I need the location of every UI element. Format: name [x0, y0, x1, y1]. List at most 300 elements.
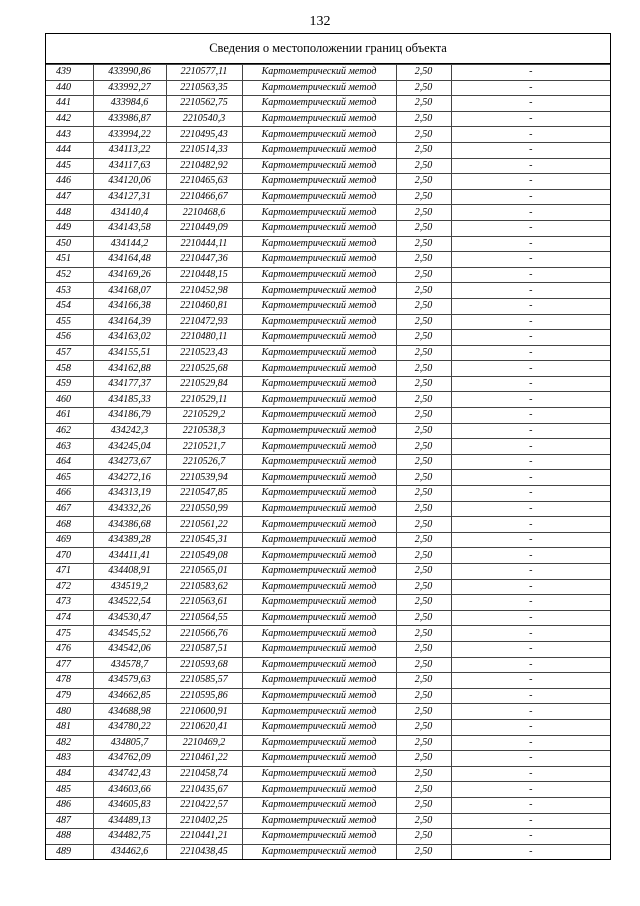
description-cell: -	[451, 595, 610, 611]
coord-x-cell: 434662,85	[93, 688, 166, 704]
coord-x-cell: 434386,68	[93, 517, 166, 533]
table-row	[46, 501, 610, 517]
table-row	[46, 361, 610, 377]
coord-x-cell: 434185,33	[93, 392, 166, 408]
method-cell: Картометрический метод	[242, 688, 396, 704]
coord-y-cell: 2210563,61	[166, 595, 242, 611]
coord-x-cell: 433990,86	[93, 65, 166, 81]
method-cell: Картометрический метод	[242, 766, 396, 782]
table-row	[46, 127, 610, 143]
point-number-cell: 480	[46, 704, 93, 720]
description-cell: -	[451, 298, 610, 314]
accuracy-cell: 2,50	[396, 361, 451, 377]
method-cell: Картометрический метод	[242, 174, 396, 190]
point-number-cell: 443	[46, 127, 93, 143]
description-cell: -	[451, 80, 610, 96]
method-cell: Картометрический метод	[242, 751, 396, 767]
coord-x-cell: 434688,98	[93, 704, 166, 720]
accuracy-cell: 2,50	[396, 844, 451, 859]
coord-y-cell: 2210495,43	[166, 127, 242, 143]
table-title: Сведения о местоположении границ объекта	[46, 34, 610, 64]
method-cell: Картометрический метод	[242, 626, 396, 642]
point-number-cell: 447	[46, 189, 93, 205]
coord-x-cell: 434168,07	[93, 283, 166, 299]
table-row	[46, 595, 610, 611]
coord-x-cell: 434579,63	[93, 673, 166, 689]
point-number-cell: 478	[46, 673, 93, 689]
coord-y-cell: 2210545,31	[166, 532, 242, 548]
point-number-cell: 465	[46, 470, 93, 486]
accuracy-cell: 2,50	[396, 610, 451, 626]
table-row	[46, 610, 610, 626]
description-cell: -	[451, 532, 610, 548]
coord-y-cell: 2210482,92	[166, 158, 242, 174]
coord-y-cell: 2210468,6	[166, 205, 242, 221]
point-number-cell: 458	[46, 361, 93, 377]
method-cell: Картометрический метод	[242, 470, 396, 486]
coord-y-cell: 2210595,86	[166, 688, 242, 704]
coord-x-cell: 434144,2	[93, 236, 166, 252]
description-cell: -	[451, 735, 610, 751]
accuracy-cell: 2,50	[396, 142, 451, 158]
method-cell: Картометрический метод	[242, 80, 396, 96]
table-row	[46, 189, 610, 205]
accuracy-cell: 2,50	[396, 704, 451, 720]
description-cell: -	[451, 813, 610, 829]
point-number-cell: 441	[46, 96, 93, 112]
accuracy-cell: 2,50	[396, 96, 451, 112]
description-cell: -	[451, 719, 610, 735]
accuracy-cell: 2,50	[396, 314, 451, 330]
point-number-cell: 454	[46, 298, 93, 314]
coord-x-cell: 434530,47	[93, 610, 166, 626]
coord-y-cell: 2210593,68	[166, 657, 242, 673]
method-cell: Картометрический метод	[242, 844, 396, 859]
method-cell: Картометрический метод	[242, 595, 396, 611]
coord-y-cell: 2210600,91	[166, 704, 242, 720]
coord-x-cell: 434313,19	[93, 486, 166, 502]
point-number-cell: 473	[46, 595, 93, 611]
table-row	[46, 704, 610, 720]
point-number-cell: 466	[46, 486, 93, 502]
description-cell: -	[451, 236, 610, 252]
table-row	[46, 174, 610, 190]
coord-x-cell: 434117,63	[93, 158, 166, 174]
point-number-cell: 459	[46, 376, 93, 392]
point-number-cell: 461	[46, 408, 93, 424]
method-cell: Картометрический метод	[242, 376, 396, 392]
method-cell: Картометрический метод	[242, 111, 396, 127]
coord-x-cell: 434742,43	[93, 766, 166, 782]
coord-x-cell: 434780,22	[93, 719, 166, 735]
table-row	[46, 392, 610, 408]
point-number-cell: 460	[46, 392, 93, 408]
point-number-cell: 468	[46, 517, 93, 533]
table-row	[46, 719, 610, 735]
description-cell: -	[451, 501, 610, 517]
coord-x-cell: 434522,54	[93, 595, 166, 611]
coord-y-cell: 2210562,75	[166, 96, 242, 112]
coord-x-cell: 434140,4	[93, 205, 166, 221]
method-cell: Картометрический метод	[242, 236, 396, 252]
description-cell: -	[451, 454, 610, 470]
point-number-cell: 485	[46, 782, 93, 798]
point-number-cell: 463	[46, 439, 93, 455]
accuracy-cell: 2,50	[396, 158, 451, 174]
coord-x-cell: 434542,06	[93, 641, 166, 657]
method-cell: Картометрический метод	[242, 361, 396, 377]
description-cell: -	[451, 127, 610, 143]
point-number-cell: 475	[46, 626, 93, 642]
coord-x-cell: 434143,58	[93, 220, 166, 236]
point-number-cell: 462	[46, 423, 93, 439]
method-cell: Картометрический метод	[242, 392, 396, 408]
description-cell: -	[451, 797, 610, 813]
description-cell: -	[451, 283, 610, 299]
description-cell: -	[451, 829, 610, 845]
coord-y-cell: 2210435,67	[166, 782, 242, 798]
table-row	[46, 376, 610, 392]
method-cell: Картометрический метод	[242, 408, 396, 424]
table-row	[46, 220, 610, 236]
coord-y-cell: 2210465,63	[166, 174, 242, 190]
coord-y-cell: 2210447,36	[166, 252, 242, 268]
description-cell: -	[451, 267, 610, 283]
table-row	[46, 548, 610, 564]
accuracy-cell: 2,50	[396, 298, 451, 314]
point-number-cell: 471	[46, 564, 93, 580]
method-cell: Картометрический метод	[242, 65, 396, 81]
accuracy-cell: 2,50	[396, 657, 451, 673]
method-cell: Картометрический метод	[242, 829, 396, 845]
description-cell: -	[451, 423, 610, 439]
accuracy-cell: 2,50	[396, 236, 451, 252]
description-cell: -	[451, 610, 610, 626]
description-cell: -	[451, 641, 610, 657]
coord-x-cell: 433994,22	[93, 127, 166, 143]
table-row	[46, 813, 610, 829]
table-body	[46, 65, 610, 860]
description-cell: -	[451, 408, 610, 424]
method-cell: Картометрический метод	[242, 267, 396, 283]
table-row	[46, 252, 610, 268]
accuracy-cell: 2,50	[396, 111, 451, 127]
point-number-cell: 464	[46, 454, 93, 470]
description-cell: -	[451, 688, 610, 704]
coord-y-cell: 2210523,43	[166, 345, 242, 361]
accuracy-cell: 2,50	[396, 174, 451, 190]
coord-x-cell: 434120,06	[93, 174, 166, 190]
accuracy-cell: 2,50	[396, 345, 451, 361]
coord-y-cell: 2210529,84	[166, 376, 242, 392]
accuracy-cell: 2,50	[396, 252, 451, 268]
coord-x-cell: 434489,13	[93, 813, 166, 829]
accuracy-cell: 2,50	[396, 813, 451, 829]
description-cell: -	[451, 158, 610, 174]
accuracy-cell: 2,50	[396, 688, 451, 704]
method-cell: Картометрический метод	[242, 220, 396, 236]
method-cell: Картометрический метод	[242, 673, 396, 689]
table-row	[46, 345, 610, 361]
accuracy-cell: 2,50	[396, 548, 451, 564]
point-number-cell: 476	[46, 641, 93, 657]
point-number-cell: 484	[46, 766, 93, 782]
description-cell: -	[451, 220, 610, 236]
accuracy-cell: 2,50	[396, 439, 451, 455]
accuracy-cell: 2,50	[396, 65, 451, 81]
method-cell: Картометрический метод	[242, 579, 396, 595]
coord-y-cell: 2210538,3	[166, 423, 242, 439]
table-row	[46, 330, 610, 346]
description-cell: -	[451, 579, 610, 595]
accuracy-cell: 2,50	[396, 829, 451, 845]
description-cell: -	[451, 252, 610, 268]
table-row	[46, 408, 610, 424]
coord-y-cell: 2210565,01	[166, 564, 242, 580]
coord-x-cell: 434272,16	[93, 470, 166, 486]
accuracy-cell: 2,50	[396, 626, 451, 642]
coord-y-cell: 2210587,51	[166, 641, 242, 657]
table-row	[46, 735, 610, 751]
coord-y-cell: 2210448,15	[166, 267, 242, 283]
table-row	[46, 470, 610, 486]
point-number-cell: 489	[46, 844, 93, 859]
description-cell: -	[451, 704, 610, 720]
accuracy-cell: 2,50	[396, 486, 451, 502]
table-row	[46, 517, 610, 533]
accuracy-cell: 2,50	[396, 205, 451, 221]
table-row	[46, 797, 610, 813]
coord-x-cell: 434462,6	[93, 844, 166, 859]
accuracy-cell: 2,50	[396, 766, 451, 782]
coord-y-cell: 2210444,11	[166, 236, 242, 252]
point-number-cell: 477	[46, 657, 93, 673]
coord-y-cell: 2210441,21	[166, 829, 242, 845]
coord-x-cell: 434162,88	[93, 361, 166, 377]
point-number-cell: 482	[46, 735, 93, 751]
coord-y-cell: 2210461,22	[166, 751, 242, 767]
method-cell: Картометрический метод	[242, 704, 396, 720]
coord-y-cell: 2210529,2	[166, 408, 242, 424]
point-number-cell: 469	[46, 532, 93, 548]
coord-x-cell: 434113,22	[93, 142, 166, 158]
accuracy-cell: 2,50	[396, 330, 451, 346]
method-cell: Картометрический метод	[242, 564, 396, 580]
method-cell: Картометрический метод	[242, 782, 396, 798]
coord-x-cell: 434519,2	[93, 579, 166, 595]
method-cell: Картометрический метод	[242, 486, 396, 502]
description-cell: -	[451, 470, 610, 486]
accuracy-cell: 2,50	[396, 392, 451, 408]
description-cell: -	[451, 782, 610, 798]
method-cell: Картометрический метод	[242, 314, 396, 330]
description-cell: -	[451, 111, 610, 127]
point-number-cell: 488	[46, 829, 93, 845]
coord-x-cell: 434164,39	[93, 314, 166, 330]
coord-y-cell: 2210549,08	[166, 548, 242, 564]
method-cell: Картометрический метод	[242, 610, 396, 626]
point-number-cell: 446	[46, 174, 93, 190]
method-cell: Картометрический метод	[242, 345, 396, 361]
method-cell: Картометрический метод	[242, 252, 396, 268]
method-cell: Картометрический метод	[242, 657, 396, 673]
method-cell: Картометрический метод	[242, 641, 396, 657]
page-number: 132	[309, 14, 331, 29]
accuracy-cell: 2,50	[396, 751, 451, 767]
coord-y-cell: 2210583,62	[166, 579, 242, 595]
accuracy-cell: 2,50	[396, 267, 451, 283]
coord-y-cell: 2210620,41	[166, 719, 242, 735]
description-cell: -	[451, 314, 610, 330]
method-cell: Картометрический метод	[242, 423, 396, 439]
table-row	[46, 205, 610, 221]
method-cell: Картометрический метод	[242, 797, 396, 813]
coord-y-cell: 2210521,7	[166, 439, 242, 455]
point-number-cell: 444	[46, 142, 93, 158]
point-number-cell: 455	[46, 314, 93, 330]
coord-x-cell: 434605,83	[93, 797, 166, 813]
coord-x-cell: 434545,52	[93, 626, 166, 642]
method-cell: Картометрический метод	[242, 189, 396, 205]
accuracy-cell: 2,50	[396, 532, 451, 548]
table-row	[46, 532, 610, 548]
point-number-cell: 483	[46, 751, 93, 767]
description-cell: -	[451, 65, 610, 81]
table-row	[46, 142, 610, 158]
description-cell: -	[451, 486, 610, 502]
coord-y-cell: 2210460,81	[166, 298, 242, 314]
table-row	[46, 298, 610, 314]
coord-y-cell: 2210480,11	[166, 330, 242, 346]
coord-y-cell: 2210438,45	[166, 844, 242, 859]
table-row	[46, 564, 610, 580]
point-number-cell: 450	[46, 236, 93, 252]
point-number-cell: 457	[46, 345, 93, 361]
coord-x-cell: 434762,09	[93, 751, 166, 767]
method-cell: Картометрический метод	[242, 454, 396, 470]
coord-y-cell: 2210458,74	[166, 766, 242, 782]
table-row	[46, 267, 610, 283]
coord-x-cell: 434603,66	[93, 782, 166, 798]
coord-x-cell: 434411,41	[93, 548, 166, 564]
coord-x-cell: 434155,51	[93, 345, 166, 361]
accuracy-cell: 2,50	[396, 189, 451, 205]
coord-y-cell: 2210466,67	[166, 189, 242, 205]
table-row	[46, 80, 610, 96]
coord-y-cell: 2210577,11	[166, 65, 242, 81]
method-cell: Картометрический метод	[242, 205, 396, 221]
coord-x-cell: 434245,04	[93, 439, 166, 455]
method-cell: Картометрический метод	[242, 517, 396, 533]
accuracy-cell: 2,50	[396, 283, 451, 299]
description-cell: -	[451, 361, 610, 377]
point-number-cell: 442	[46, 111, 93, 127]
point-number-cell: 449	[46, 220, 93, 236]
accuracy-cell: 2,50	[396, 80, 451, 96]
coord-x-cell: 434127,31	[93, 189, 166, 205]
coord-x-cell: 434578,7	[93, 657, 166, 673]
accuracy-cell: 2,50	[396, 220, 451, 236]
table-row	[46, 486, 610, 502]
coord-y-cell: 2210525,68	[166, 361, 242, 377]
description-cell: -	[451, 96, 610, 112]
table-row	[46, 641, 610, 657]
coord-y-cell: 2210469,2	[166, 735, 242, 751]
method-cell: Картометрический метод	[242, 735, 396, 751]
table-row	[46, 158, 610, 174]
method-cell: Картометрический метод	[242, 127, 396, 143]
table-row	[46, 96, 610, 112]
method-cell: Картометрический метод	[242, 142, 396, 158]
table-row	[46, 688, 610, 704]
accuracy-cell: 2,50	[396, 564, 451, 580]
coord-x-cell: 434164,48	[93, 252, 166, 268]
coord-x-cell: 433992,27	[93, 80, 166, 96]
coord-x-cell: 434389,28	[93, 532, 166, 548]
point-number-cell: 470	[46, 548, 93, 564]
description-cell: -	[451, 376, 610, 392]
accuracy-cell: 2,50	[396, 782, 451, 798]
point-number-cell: 439	[46, 65, 93, 81]
point-number-cell: 481	[46, 719, 93, 735]
coord-y-cell: 2210540,3	[166, 111, 242, 127]
table-row	[46, 673, 610, 689]
point-number-cell: 467	[46, 501, 93, 517]
method-cell: Картометрический метод	[242, 719, 396, 735]
method-cell: Картометрический метод	[242, 330, 396, 346]
coord-x-cell: 434408,91	[93, 564, 166, 580]
description-cell: -	[451, 766, 610, 782]
accuracy-cell: 2,50	[396, 127, 451, 143]
description-cell: -	[451, 142, 610, 158]
description-cell: -	[451, 439, 610, 455]
point-number-cell: 474	[46, 610, 93, 626]
coord-x-cell: 433984,6	[93, 96, 166, 112]
accuracy-cell: 2,50	[396, 579, 451, 595]
accuracy-cell: 2,50	[396, 517, 451, 533]
coord-y-cell: 2210585,57	[166, 673, 242, 689]
accuracy-cell: 2,50	[396, 673, 451, 689]
accuracy-cell: 2,50	[396, 595, 451, 611]
table-row	[46, 423, 610, 439]
coord-y-cell: 2210449,09	[166, 220, 242, 236]
coord-y-cell: 2210526,7	[166, 454, 242, 470]
description-cell: -	[451, 392, 610, 408]
method-cell: Картометрический метод	[242, 813, 396, 829]
table-row	[46, 579, 610, 595]
coord-y-cell: 2210564,55	[166, 610, 242, 626]
coord-x-cell: 434273,67	[93, 454, 166, 470]
coord-y-cell: 2210550,99	[166, 501, 242, 517]
accuracy-cell: 2,50	[396, 719, 451, 735]
coord-y-cell: 2210529,11	[166, 392, 242, 408]
coord-x-cell: 434186,79	[93, 408, 166, 424]
description-cell: -	[451, 751, 610, 767]
description-cell: -	[451, 564, 610, 580]
coord-x-cell: 434332,26	[93, 501, 166, 517]
coord-x-cell: 434242,3	[93, 423, 166, 439]
description-cell: -	[451, 345, 610, 361]
accuracy-cell: 2,50	[396, 470, 451, 486]
method-cell: Картометрический метод	[242, 439, 396, 455]
method-cell: Картометрический метод	[242, 158, 396, 174]
point-number-cell: 486	[46, 797, 93, 813]
method-cell: Картометрический метод	[242, 96, 396, 112]
coord-y-cell: 2210566,76	[166, 626, 242, 642]
description-cell: -	[451, 174, 610, 190]
point-number-cell: 456	[46, 330, 93, 346]
coord-x-cell: 434169,26	[93, 267, 166, 283]
